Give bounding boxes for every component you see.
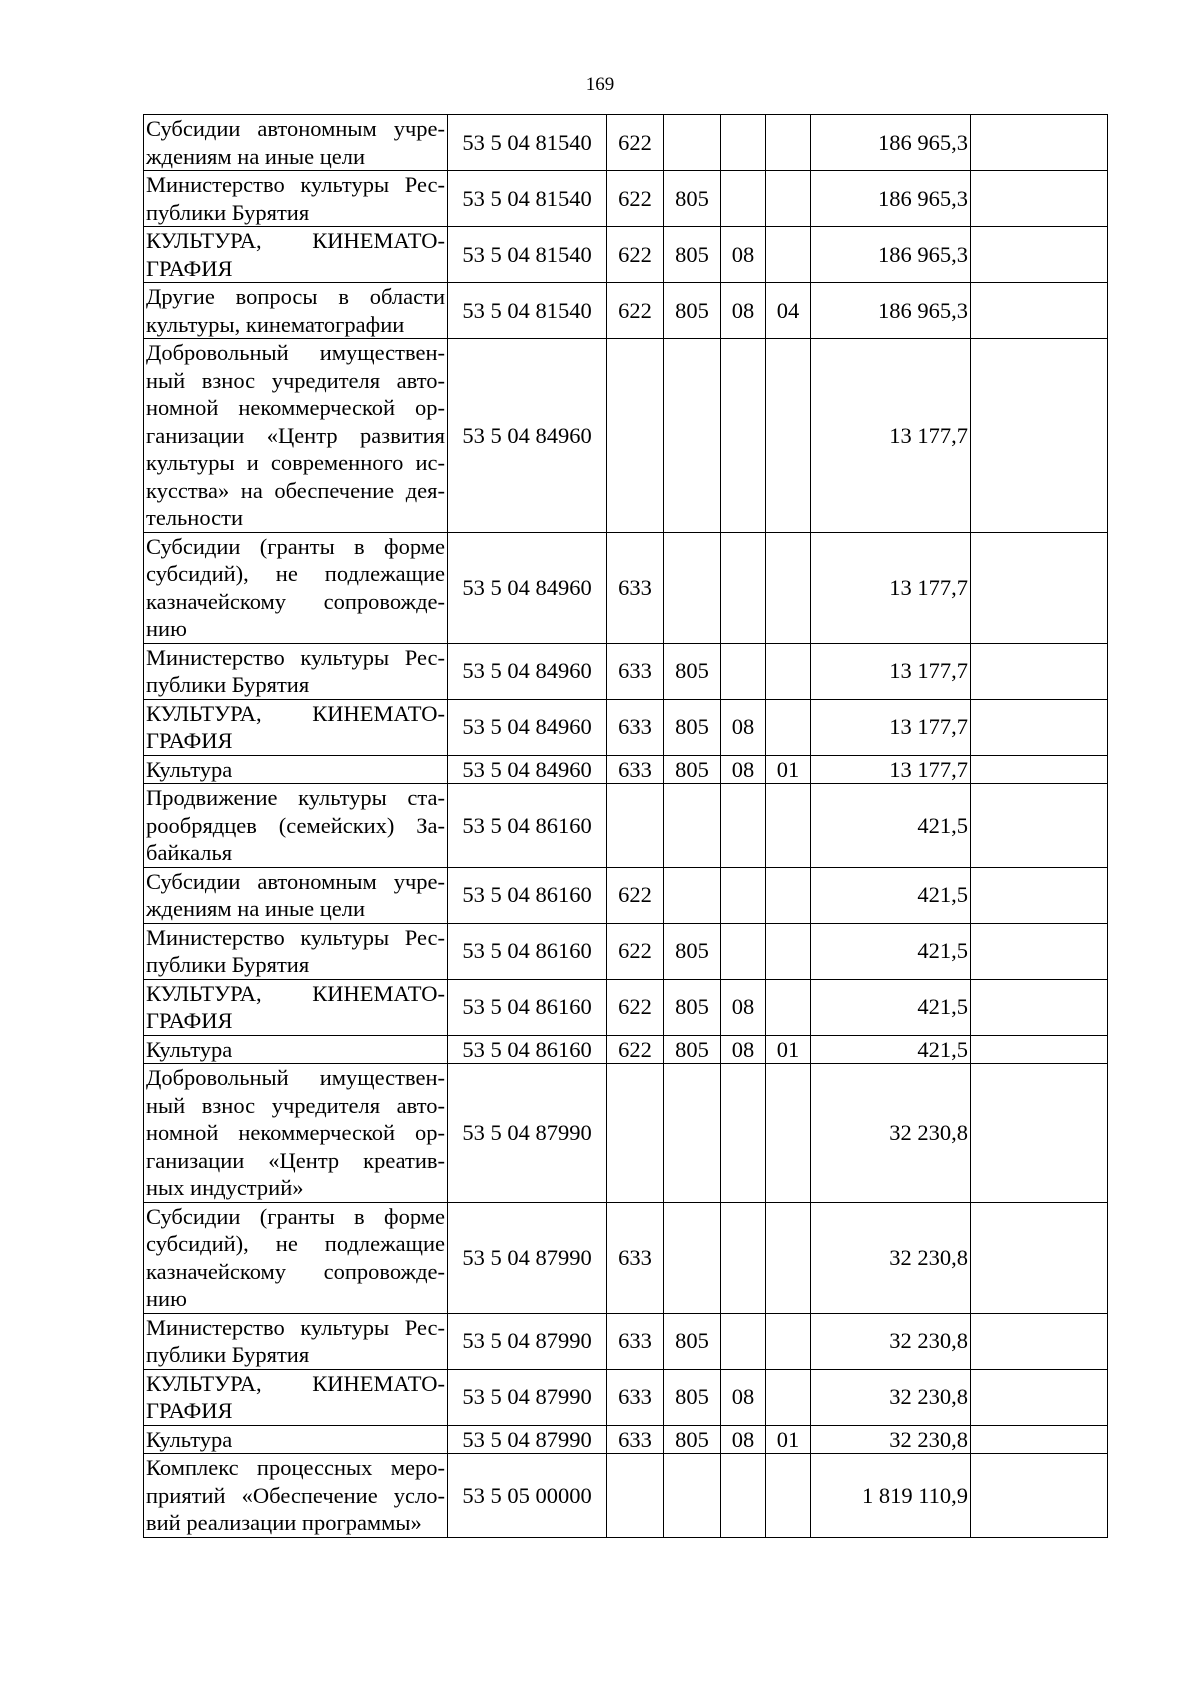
expense-type-code-cell: 622: [607, 171, 664, 227]
extra-cell: [971, 979, 1108, 1035]
amount-cell: 186 965,3: [811, 115, 971, 171]
extra-cell: [971, 339, 1108, 533]
expense-type-code-cell: 633: [607, 643, 664, 699]
amount-cell: 186 965,3: [811, 283, 971, 339]
ministry-code-cell: [664, 339, 721, 533]
page-number: 169: [585, 74, 615, 95]
amount-cell: 1 819 110,9: [811, 1454, 971, 1538]
subsection-code-cell: [766, 1454, 811, 1538]
section-code-cell: 08: [721, 283, 766, 339]
expense-type-code-cell: [607, 784, 664, 868]
table-row: [144, 643, 1108, 699]
amount-cell: 13 177,7: [811, 532, 971, 643]
expense-type-code-cell: 633: [607, 1202, 664, 1313]
budget-table-body: [144, 115, 1108, 1538]
table-row: [144, 923, 1108, 979]
target-article-code-cell: 53 5 04 81540: [448, 115, 607, 171]
amount-cell: 32 230,8: [811, 1369, 971, 1425]
extra-cell: [971, 1369, 1108, 1425]
item-name-cell: Добровольный имуществен-ный взнос учредителя авто-номной некоммерческой ор-ганизации «Центр креатив-ных индустрий»: [144, 1064, 448, 1203]
ministry-code-cell: 805: [664, 643, 721, 699]
amount-cell: 32 230,8: [811, 1064, 971, 1203]
section-code-cell: [721, 1313, 766, 1369]
target-article-code-cell: 53 5 04 87990: [448, 1313, 607, 1369]
section-code-cell: [721, 643, 766, 699]
section-code-cell: 08: [721, 1369, 766, 1425]
ministry-code-cell: [664, 532, 721, 643]
extra-cell: [971, 532, 1108, 643]
expense-type-code-cell: 622: [607, 979, 664, 1035]
extra-cell: [971, 171, 1108, 227]
table-row: [144, 979, 1108, 1035]
table-row: [144, 283, 1108, 339]
subsection-code-cell: [766, 979, 811, 1035]
expense-type-code-cell: 633: [607, 1313, 664, 1369]
ministry-code-cell: 805: [664, 755, 721, 784]
table-row: [144, 867, 1108, 923]
target-article-code-cell: 53 5 04 81540: [448, 283, 607, 339]
extra-cell: [971, 227, 1108, 283]
expense-type-code-cell: 633: [607, 1425, 664, 1454]
item-name-cell: КУЛЬТУРА, КИНЕМАТО-ГРАФИЯ: [144, 699, 448, 755]
amount-cell: 32 230,8: [811, 1313, 971, 1369]
item-name-cell: Добровольный имуществен-ный взнос учредителя авто-номной некоммерческой ор-ганизации «Центр развития культуры и современного ис-кусства» на обеспечение дея-тельности: [144, 339, 448, 533]
subsection-code-cell: [766, 1313, 811, 1369]
item-name-cell: Комплекс процессных меро-приятий «Обеспечение усло-вий реализации программы»: [144, 1454, 448, 1538]
amount-cell: 13 177,7: [811, 755, 971, 784]
ministry-code-cell: 805: [664, 283, 721, 339]
expense-type-code-cell: 622: [607, 867, 664, 923]
target-article-code-cell: 53 5 04 84960: [448, 532, 607, 643]
extra-cell: [971, 643, 1108, 699]
extra-cell: [971, 1202, 1108, 1313]
target-article-code-cell: 53 5 04 84960: [448, 755, 607, 784]
ministry-code-cell: [664, 1064, 721, 1203]
section-code-cell: [721, 1202, 766, 1313]
section-code-cell: [721, 1454, 766, 1538]
target-article-code-cell: 53 5 04 86160: [448, 1035, 607, 1064]
expense-type-code-cell: 633: [607, 1369, 664, 1425]
table-row: [144, 1369, 1108, 1425]
expense-type-code-cell: 633: [607, 532, 664, 643]
target-article-code-cell: 53 5 04 86160: [448, 784, 607, 868]
section-code-cell: [721, 115, 766, 171]
target-article-code-cell: 53 5 04 86160: [448, 867, 607, 923]
subsection-code-cell: [766, 115, 811, 171]
target-article-code-cell: 53 5 04 87990: [448, 1202, 607, 1313]
target-article-code-cell: 53 5 04 81540: [448, 227, 607, 283]
ministry-code-cell: [664, 1454, 721, 1538]
ministry-code-cell: 805: [664, 171, 721, 227]
amount-cell: 421,5: [811, 979, 971, 1035]
subsection-code-cell: [766, 227, 811, 283]
amount-cell: 421,5: [811, 867, 971, 923]
amount-cell: 13 177,7: [811, 643, 971, 699]
expense-type-code-cell: 633: [607, 699, 664, 755]
item-name-cell: Министерство культуры Рес-публики Бурятия: [144, 923, 448, 979]
table-row: [144, 532, 1108, 643]
table-row: [144, 1425, 1108, 1454]
subsection-code-cell: [766, 923, 811, 979]
table-row: [144, 755, 1108, 784]
section-code-cell: 08: [721, 1035, 766, 1064]
subsection-code-cell: [766, 1064, 811, 1203]
table-row: [144, 227, 1108, 283]
expense-type-code-cell: [607, 1064, 664, 1203]
section-code-cell: [721, 339, 766, 533]
subsection-code-cell: [766, 171, 811, 227]
extra-cell: [971, 784, 1108, 868]
target-article-code-cell: 53 5 04 84960: [448, 339, 607, 533]
expense-type-code-cell: 622: [607, 923, 664, 979]
ministry-code-cell: [664, 867, 721, 923]
extra-cell: [971, 1454, 1108, 1538]
item-name-cell: Продвижение культуры ста-рообрядцев (семейских) За-байкалья: [144, 784, 448, 868]
item-name-cell: Субсидии автономным учре-ждениям на иные цели: [144, 867, 448, 923]
section-code-cell: [721, 923, 766, 979]
amount-cell: 32 230,8: [811, 1425, 971, 1454]
section-code-cell: 08: [721, 227, 766, 283]
amount-cell: 186 965,3: [811, 227, 971, 283]
expense-type-code-cell: 633: [607, 755, 664, 784]
table-row: [144, 1313, 1108, 1369]
amount-cell: 421,5: [811, 784, 971, 868]
subsection-code-cell: [766, 1369, 811, 1425]
section-code-cell: [721, 867, 766, 923]
target-article-code-cell: 53 5 04 87990: [448, 1425, 607, 1454]
item-name-cell: Культура: [144, 755, 448, 784]
item-name-cell: КУЛЬТУРА, КИНЕМАТО-ГРАФИЯ: [144, 979, 448, 1035]
ministry-code-cell: 805: [664, 1035, 721, 1064]
table-row: [144, 784, 1108, 868]
expense-type-code-cell: 622: [607, 115, 664, 171]
target-article-code-cell: 53 5 04 87990: [448, 1064, 607, 1203]
item-name-cell: Культура: [144, 1425, 448, 1454]
amount-cell: 32 230,8: [811, 1202, 971, 1313]
section-code-cell: 08: [721, 699, 766, 755]
amount-cell: 13 177,7: [811, 339, 971, 533]
item-name-cell: Министерство культуры Рес-публики Бурятия: [144, 643, 448, 699]
ministry-code-cell: 805: [664, 1425, 721, 1454]
amount-cell: 421,5: [811, 923, 971, 979]
subsection-code-cell: [766, 784, 811, 868]
target-article-code-cell: 53 5 05 00000: [448, 1454, 607, 1538]
target-article-code-cell: 53 5 04 84960: [448, 643, 607, 699]
extra-cell: [971, 1425, 1108, 1454]
section-code-cell: [721, 532, 766, 643]
item-name-cell: Субсидии (гранты в форме субсидий), не подлежащие казначейскому сопровожде-нию: [144, 532, 448, 643]
target-article-code-cell: 53 5 04 87990: [448, 1369, 607, 1425]
table-row: [144, 171, 1108, 227]
section-code-cell: 08: [721, 755, 766, 784]
table-row: [144, 1454, 1108, 1538]
item-name-cell: Культура: [144, 1035, 448, 1064]
subsection-code-cell: [766, 532, 811, 643]
item-name-cell: КУЛЬТУРА, КИНЕМАТО-ГРАФИЯ: [144, 1369, 448, 1425]
table-row: [144, 115, 1108, 171]
table-row: [144, 339, 1108, 533]
expense-type-code-cell: 622: [607, 1035, 664, 1064]
subsection-code-cell: [766, 867, 811, 923]
section-code-cell: 08: [721, 979, 766, 1035]
ministry-code-cell: [664, 1202, 721, 1313]
section-code-cell: 08: [721, 1425, 766, 1454]
extra-cell: [971, 115, 1108, 171]
table-row: [144, 1202, 1108, 1313]
expense-type-code-cell: 622: [607, 227, 664, 283]
extra-cell: [971, 699, 1108, 755]
section-code-cell: [721, 784, 766, 868]
extra-cell: [971, 1035, 1108, 1064]
table-row: [144, 1064, 1108, 1203]
amount-cell: 421,5: [811, 1035, 971, 1064]
amount-cell: 186 965,3: [811, 171, 971, 227]
ministry-code-cell: [664, 784, 721, 868]
ministry-code-cell: 805: [664, 979, 721, 1035]
subsection-code-cell: 01: [766, 1035, 811, 1064]
ministry-code-cell: 805: [664, 1369, 721, 1425]
subsection-code-cell: 04: [766, 283, 811, 339]
subsection-code-cell: [766, 643, 811, 699]
extra-cell: [971, 867, 1108, 923]
ministry-code-cell: 805: [664, 699, 721, 755]
subsection-code-cell: 01: [766, 1425, 811, 1454]
subsection-code-cell: [766, 1202, 811, 1313]
ministry-code-cell: 805: [664, 1313, 721, 1369]
extra-cell: [971, 923, 1108, 979]
ministry-code-cell: 805: [664, 227, 721, 283]
item-name-cell: Министерство культуры Рес-публики Бурятия: [144, 171, 448, 227]
item-name-cell: Министерство культуры Рес-публики Бурятия: [144, 1313, 448, 1369]
extra-cell: [971, 1313, 1108, 1369]
item-name-cell: Субсидии автономным учре-ждениям на иные цели: [144, 115, 448, 171]
subsection-code-cell: [766, 339, 811, 533]
budget-table: [143, 114, 1108, 1538]
section-code-cell: [721, 171, 766, 227]
subsection-code-cell: 01: [766, 755, 811, 784]
extra-cell: [971, 1064, 1108, 1203]
extra-cell: [971, 755, 1108, 784]
target-article-code-cell: 53 5 04 86160: [448, 923, 607, 979]
item-name-cell: Другие вопросы в области культуры, кинематографии: [144, 283, 448, 339]
expense-type-code-cell: [607, 339, 664, 533]
item-name-cell: КУЛЬТУРА, КИНЕМАТО-ГРАФИЯ: [144, 227, 448, 283]
expense-type-code-cell: [607, 1454, 664, 1538]
extra-cell: [971, 283, 1108, 339]
target-article-code-cell: 53 5 04 81540: [448, 171, 607, 227]
table-row: [144, 1035, 1108, 1064]
item-name-cell: Субсидии (гранты в форме субсидий), не подлежащие казначейскому сопровожде-нию: [144, 1202, 448, 1313]
target-article-code-cell: 53 5 04 86160: [448, 979, 607, 1035]
subsection-code-cell: [766, 699, 811, 755]
ministry-code-cell: [664, 115, 721, 171]
ministry-code-cell: 805: [664, 923, 721, 979]
target-article-code-cell: 53 5 04 84960: [448, 699, 607, 755]
section-code-cell: [721, 1064, 766, 1203]
amount-cell: 13 177,7: [811, 699, 971, 755]
table-row: [144, 699, 1108, 755]
expense-type-code-cell: 622: [607, 283, 664, 339]
